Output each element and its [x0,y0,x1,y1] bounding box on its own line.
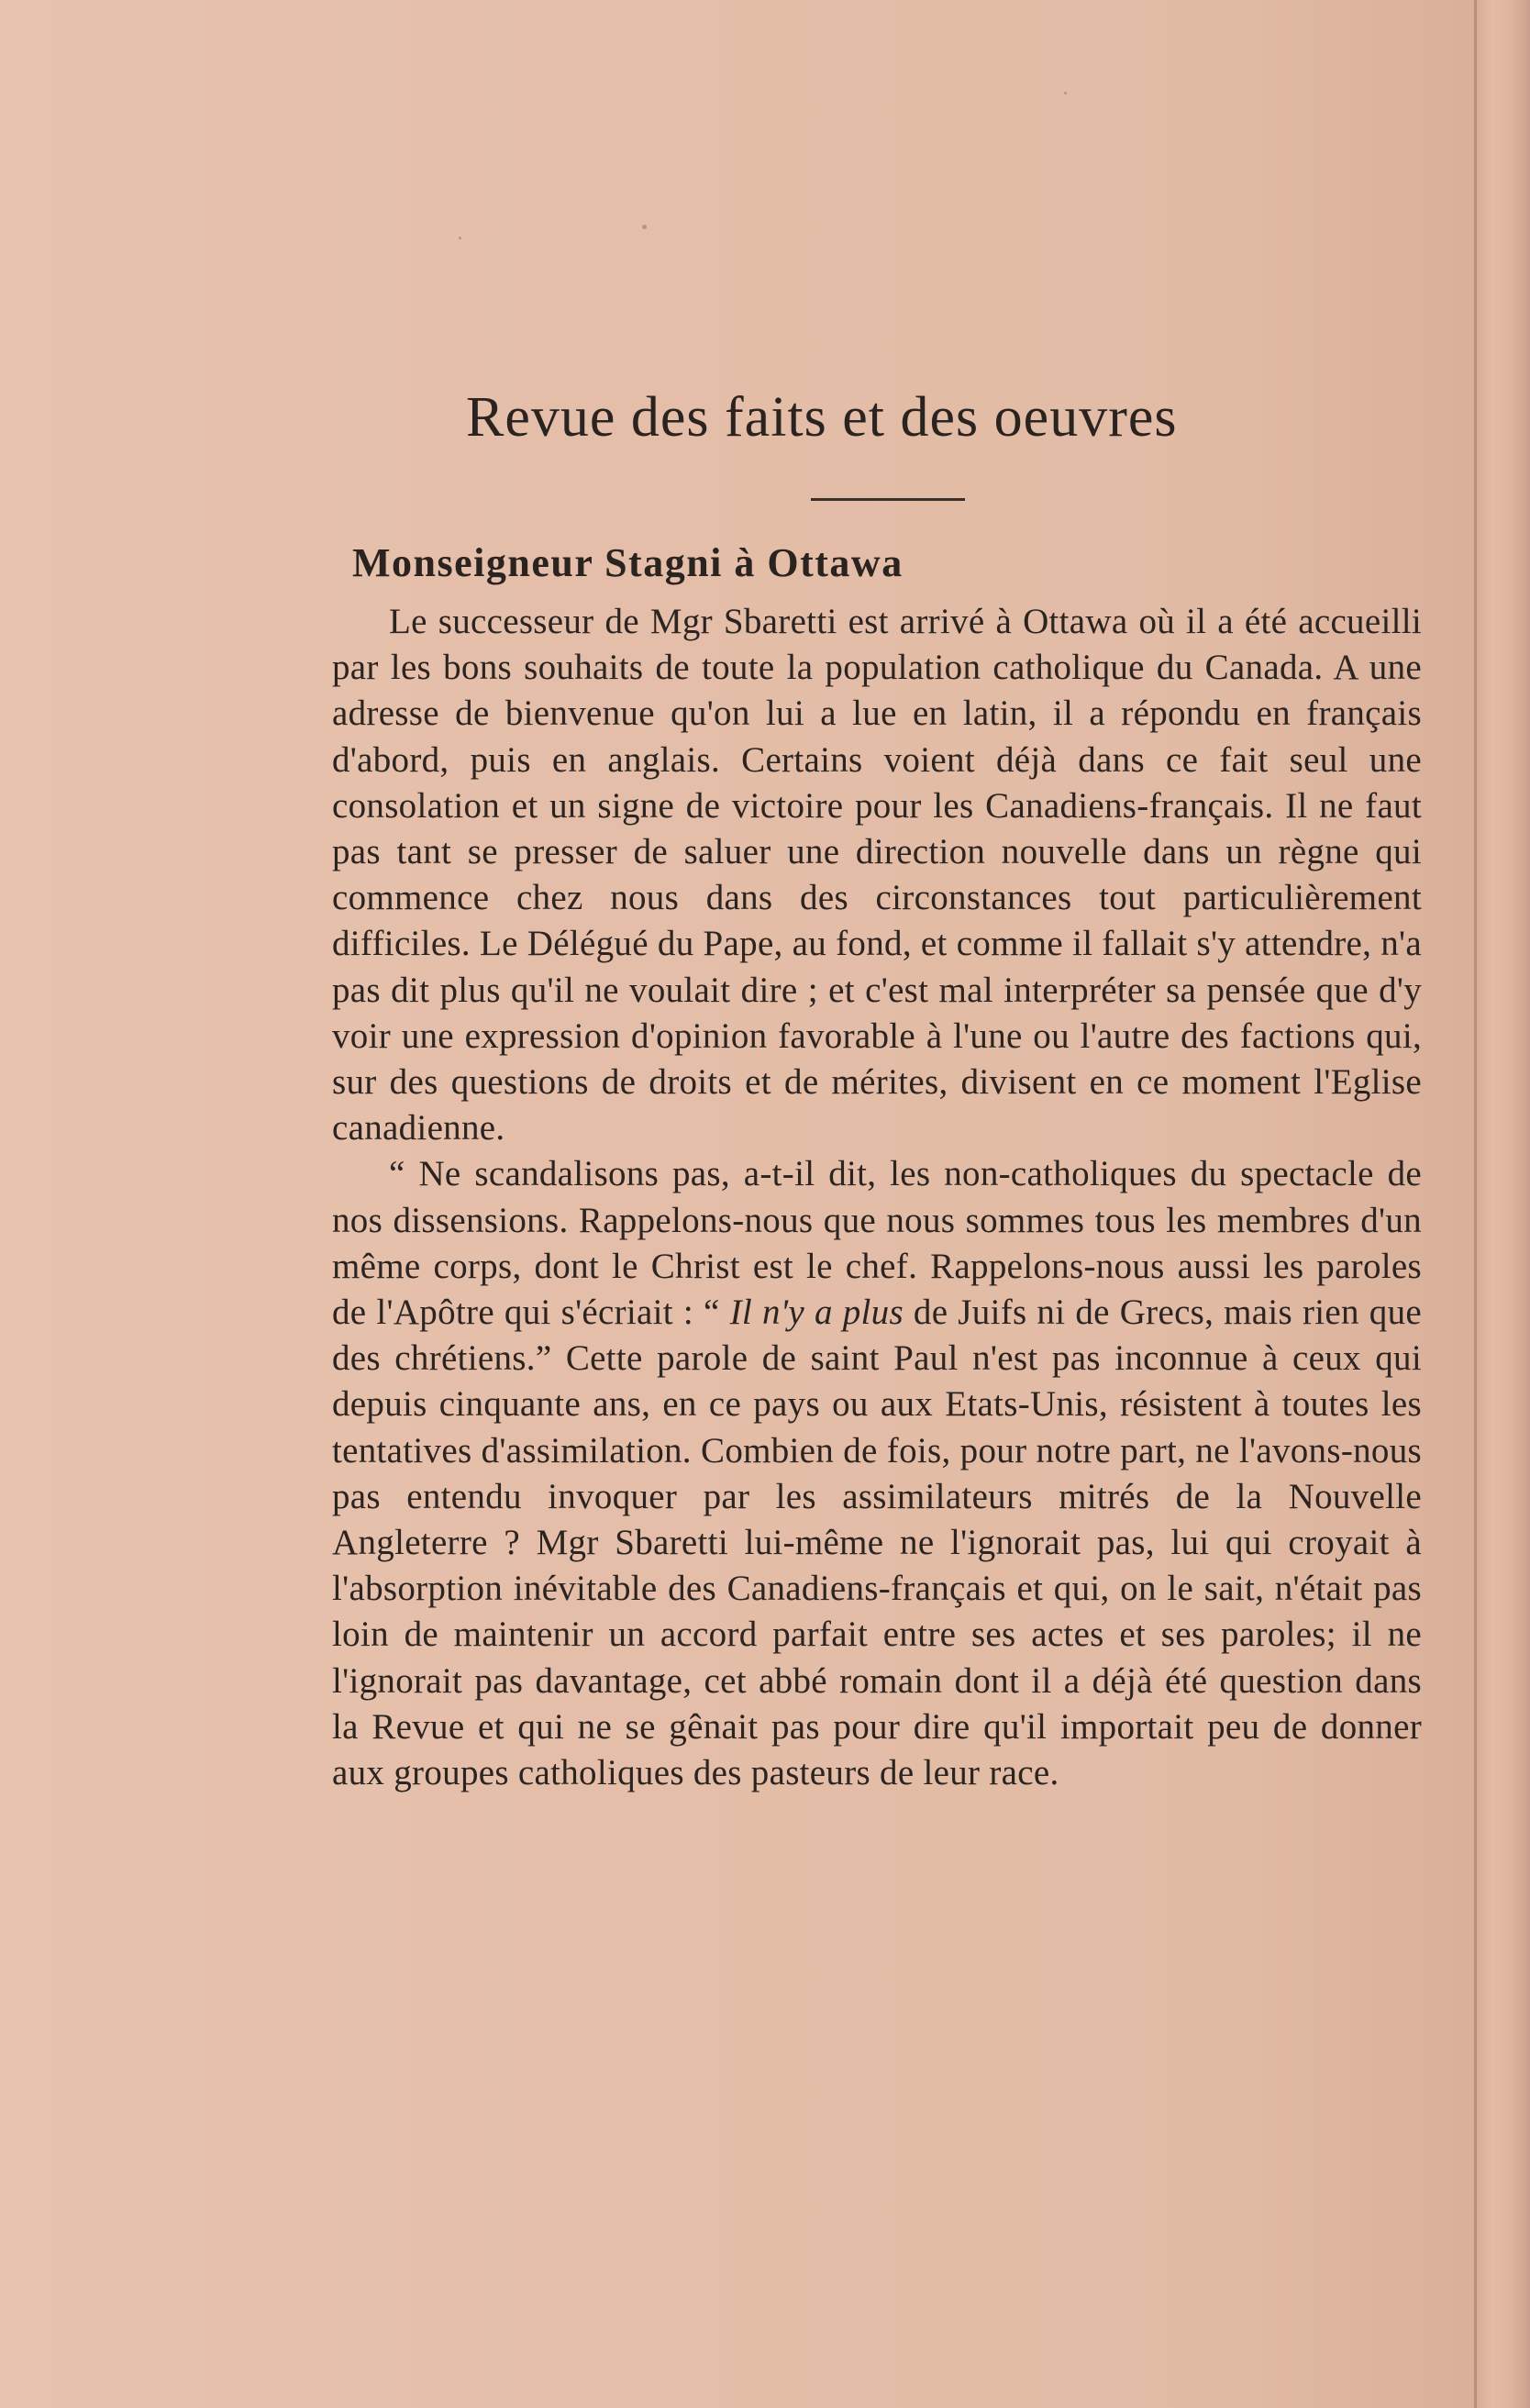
section-heading: Monseigneur Stagni à Ottawa [352,540,904,585]
article [332,385,1422,1796]
page-edge [1474,0,1530,2408]
paragraph-2-italic: Il n'y a plus [729,1293,904,1333]
paragraph-1: Le successeur de Mgr Sbaretti est arrivé à Ottawa où il a été accueilli par les bons souhaits de toute la population catholique du Canada. A une adresse de bienvenue qu'on lui a lue en latin, il a répondu en français d'abord, puis en anglais. Certains voient déjà dans ce fait seul une consolation et un signe de victoire pour les Canadiens-français. Il ne faut pas tant se presser de saluer une direction nouvelle dans un règne qui commence chez nous dans des circonstances tout particulièrement difficiles. Le Délégué du Pape, au fond, et comme il fallait s'y attendre, n'a pas dit plus qu'il ne voulait dire ; et c'est mal interpréter sa pensée que d'y voir une expression d'opinion favorable à l'une ou l'autre des factions qui, sur des questions de droits et de mérites, divisent en ce moment l'Eglise canadienne. [332,602,1422,1149]
paper-speck [1064,92,1067,94]
paper-speck [459,237,461,239]
title-divider [811,498,965,501]
paragraph-2 [332,1151,1422,1796]
paper-speck [642,225,647,229]
page-title: Revue des faits et des oeuvres [466,386,1178,449]
paragraph-2-text-a: “ Ne scandalisons pas, a-t-il dit, les non-catholiques du spectacle de nos dissensions. Rappelons-nous que nous sommes tous les membres d'un même corps, dont le Christ est le chef. Rappelons-nous aussi les paroles de l'Apôtre qui s'écriait : “ [332,1154,1422,1333]
paragraph-2-text-b: de Juifs ni de Grecs, mais rien que des chrétiens.” Cette parole de saint Paul n'est pas inconnue à ceux qui depuis cinquante ans, en ce pays ou aux Etats-Unis, résistent à toutes les tentatives d'assimilation. Combien de fois, pour notre part, ne l'avons-nous pas entendu invoquer par les assimilateurs mitrés de la Nouvelle Angleterre ? Mgr Sbaretti lui-même ne l'ignorait pas, lui qui croyait à l'absorption inévitable des Canadiens-français et qui, on le sait, n'était pas loin de maintenir un accord parfait entre ses actes et ses paroles; il ne l'ignorait pas davantage, cet abbé romain dont il a déjà été question dans la Revue et qui ne se gênait pas pour dire qu'il importait peu de donner aux groupes catholiques des pasteurs de leur race. [332,1293,1422,1793]
